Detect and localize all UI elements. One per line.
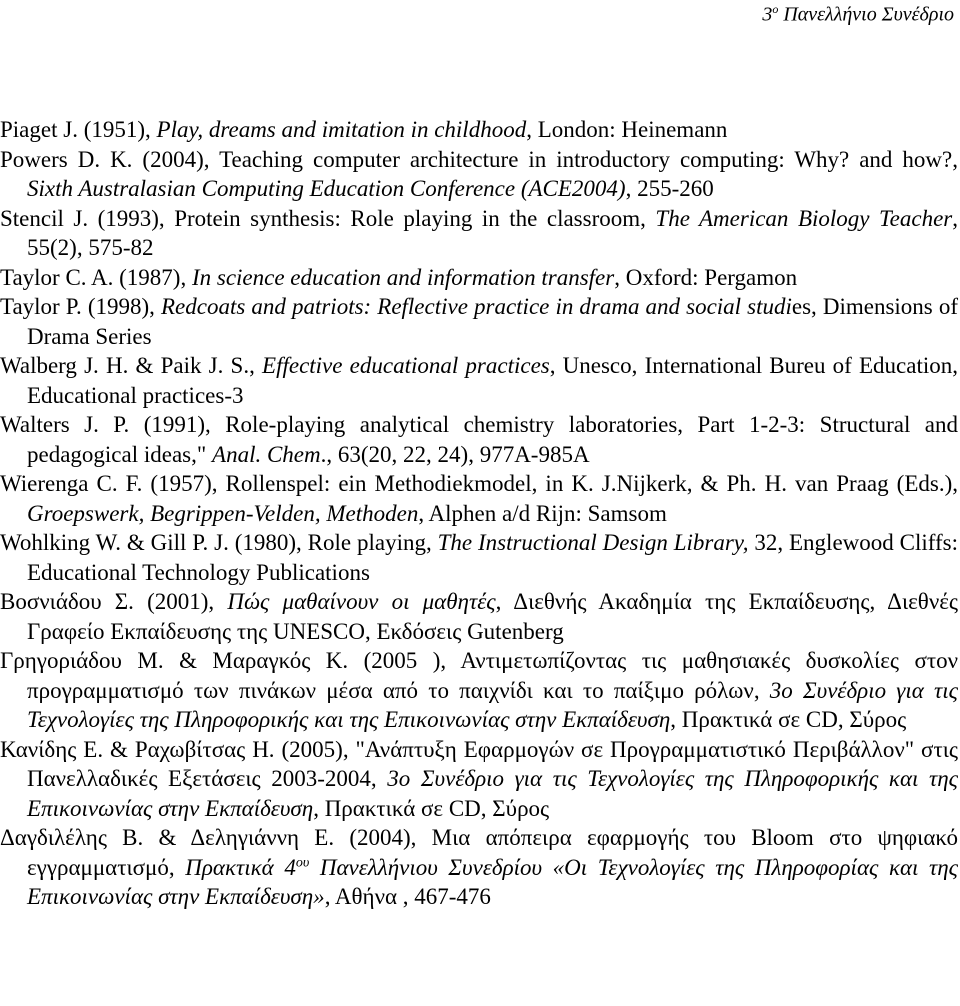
reference-italic-text: 3ο Συνέδριο για τις Τεχνολογίες της Πληροφορικής και της Επικοινωνίας στην Εκπαίδευση — [27, 677, 958, 732]
reference-entry — [0, 145, 958, 204]
reference-text: Wohlking W. & Gill P. J. (1980), Role playing, — [0, 530, 438, 555]
reference-text: Δαγδιλέλης Β. & Δεληγιάννη Ε. (2004), Μια απόπειρα εφαρμογής του Bloom στο ψηφιακό εγγραμματισμό, — [0, 825, 958, 880]
reference-text: , Αθήνα , 467-476 — [324, 884, 491, 909]
reference-entry — [0, 410, 958, 469]
reference-text: Taylor C. A. (1987), — [0, 264, 192, 290]
reference-text: Κανίδης Ε. & Ραχωβίτσας Η. (2005), "Ανάπτυξη Εφαρμογών σε Προγραμματιστικό Περιβάλλον" στις Πανελλαδικές Εξετάσεις 2003-2004, — [0, 736, 958, 791]
reference-entry — [0, 351, 958, 410]
reference-italic-text: In science education and information transfer — [191, 264, 615, 290]
reference-italic-text: Sixth Australasian Computing Education Conference (ACE2004) — [27, 176, 626, 201]
reference-text: Powers D. K. (2004), Teaching computer architecture in introductory computing: Why? and how?, — [0, 146, 958, 172]
reference-text: Walters J. P. (1991), Role-playing analytical chemistry laboratories, Part 1-2-3: Structural and pedagogical ideas," — [0, 412, 958, 467]
reference-entry — [0, 528, 958, 587]
reference-entry — [0, 263, 958, 293]
reference-italic-text: The American Biology Teacher — [655, 205, 953, 231]
reference-entry — [0, 292, 958, 351]
page-header — [762, 2, 954, 27]
reference-italic-text: Effective educational practices — [262, 353, 550, 378]
reference-text: , Unesco, International Bureu of Education, Educational practices-3 — [27, 353, 958, 408]
reference-entry — [0, 587, 958, 646]
reference-italic-text: The Instructional Design Library, — [437, 530, 749, 555]
reference-text: , London: Heinemann — [526, 117, 728, 142]
reference-italic-text: Πρακτικά 4 — [185, 854, 296, 880]
reference-text: , Διεθνής Ακαδημία της Εκπαίδευσης, Διεθνές Γραφείο Εκπαίδευσης της UNESCO, Εκδόσεις Gutenberg — [27, 589, 958, 644]
reference-italic-text: Groepswerk, Begrippen-Velden, Methoden — [27, 500, 419, 526]
reference-text: Wierenga C. F. (1957), Rollenspel: ein Methodiekmodel, in K. J.Nijkerk, & Ph. H. van Praag (Eds.), — [0, 471, 958, 496]
header-title: Πανελλήνιο Συνέδριο — [778, 3, 954, 26]
reference-entry — [0, 115, 958, 145]
reference-list — [0, 115, 958, 912]
reference-text: , Alphen a/d Rijn: Samsom — [418, 500, 667, 526]
reference-text: Βοσνιάδου Σ. (2001), — [0, 589, 228, 614]
reference-entry — [0, 735, 958, 824]
reference-italic-text: Πώς μαθαίνουν οι μαθητές — [227, 589, 496, 614]
reference-entry — [0, 204, 958, 263]
reference-text: 32, Englewood Cliffs: Educational Technology Publications — [27, 530, 959, 585]
reference-text: Taylor P. (1998), — [0, 294, 161, 319]
reference-italic-text: Play, dreams and imitation in childhood — [156, 117, 527, 142]
reference-text: Stencil J. (1993), Protein synthesis: Role playing in the classroom, — [0, 205, 656, 231]
reference-text: , Πρακτικά σε CD, Σύρος — [670, 707, 907, 732]
reference-text: ., 63(20, 22, 24), 977A-985A — [320, 441, 590, 467]
reference-italic-text: Redcoats and patriots: Reflective practice in drama and social studi — [161, 294, 792, 319]
reference-text: , 55(2), 575-82 — [27, 205, 958, 260]
reference-text: , 255-260 — [625, 176, 714, 201]
reference-entry — [0, 646, 958, 735]
header-number: 3 — [762, 3, 773, 26]
reference-italic-text: ου — [295, 854, 310, 870]
header-ordinal: ο — [772, 2, 779, 16]
reference-text: es, Dimensions of Drama Series — [27, 294, 958, 349]
reference-italic-text: Anal. Chem — [212, 441, 321, 467]
reference-italic-text: Πανελλήνιου Συνεδρίου «Οι Τεχνολογίες της Πληροφορίας και της Επικοινωνίας στην Εκπαίδευση» — [27, 854, 959, 909]
reference-text: , Πρακτικά σε CD, Σύρος — [313, 795, 550, 821]
reference-text: Γρηγοριάδου Μ. & Μαραγκός Κ. (2005 ), Αντιμετωπίζοντας τις μαθησιακές δυσκολίες στον προγραμματισμό των πινάκων μέσα από το παιχνίδι και το παίξιμο ρόλων, — [0, 648, 958, 703]
reference-text: Piaget J. (1951), — [0, 117, 157, 142]
reference-entry — [0, 823, 958, 912]
reference-text: , Oxford: Pergamon — [614, 264, 798, 290]
reference-italic-text: 3ο Συνέδριο για τις Τεχνολογίες της Πληροφορικής και της Επικοινωνίας στην Εκπαίδευση — [27, 766, 958, 821]
reference-text: Walberg J. H. & Paik J. S., — [0, 353, 263, 378]
reference-entry — [0, 469, 958, 528]
